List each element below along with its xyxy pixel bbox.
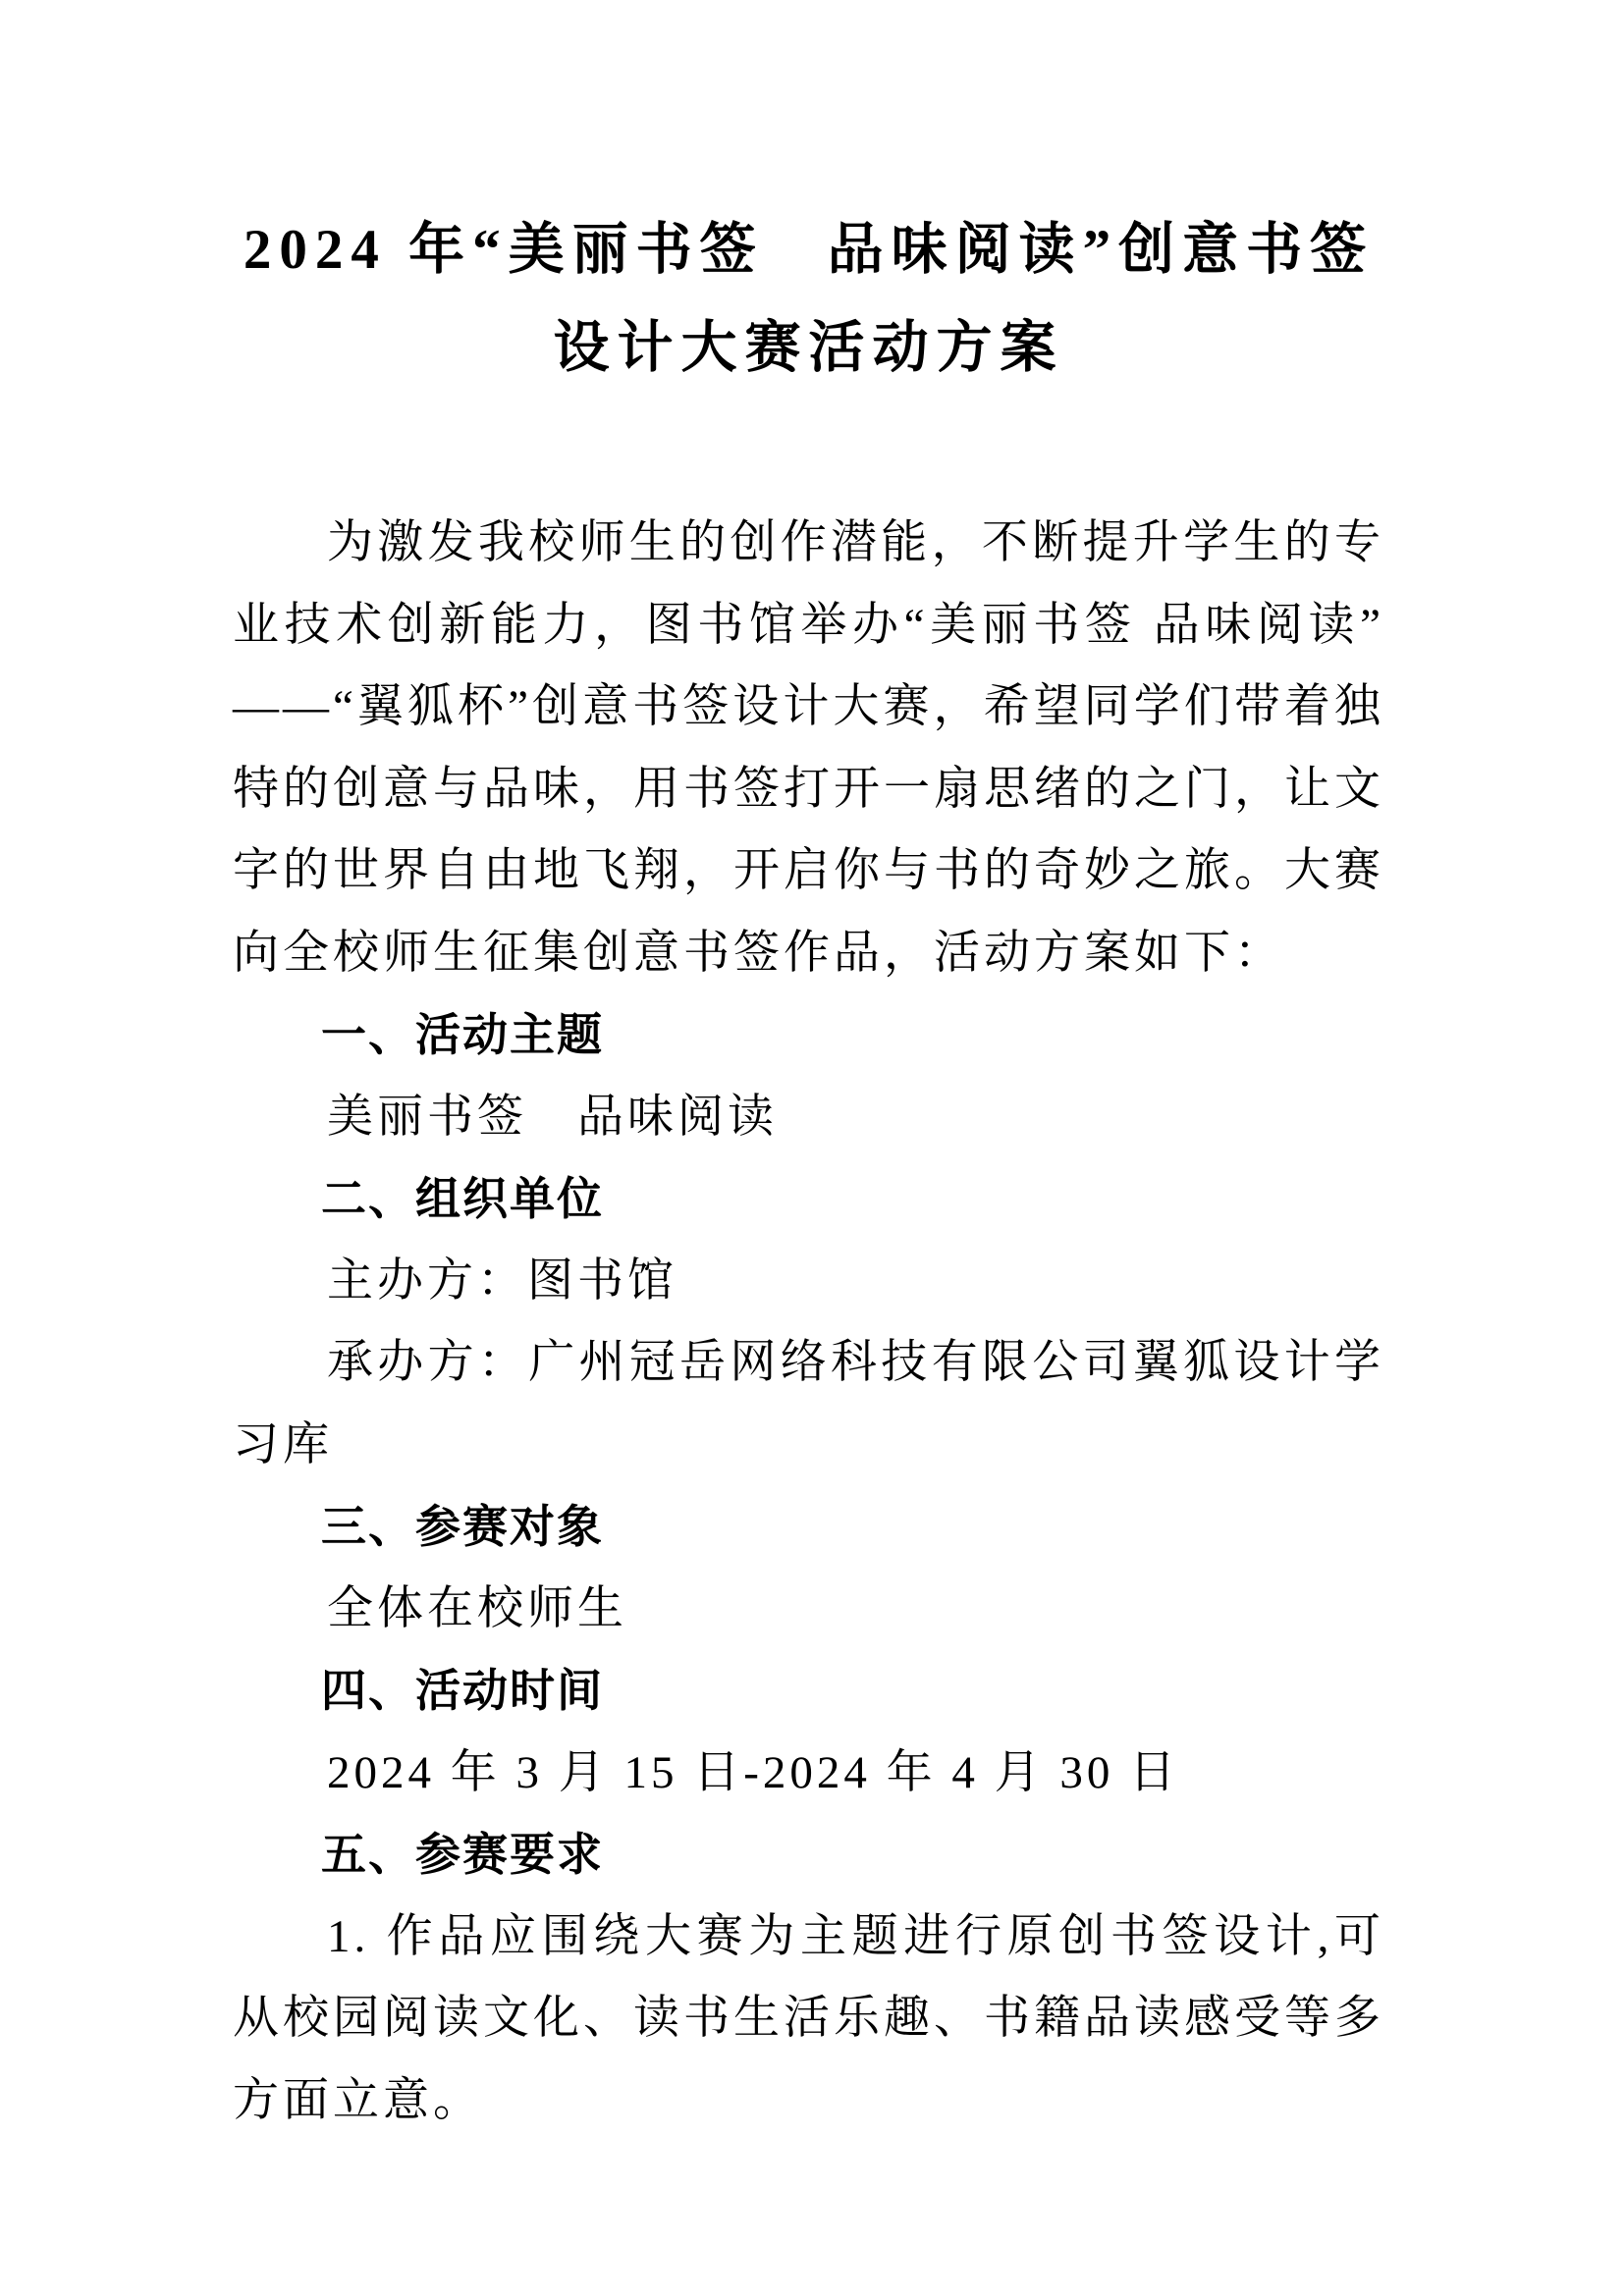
paragraph-intro: 为激发我校师生的创作潜能，不断提升学生的专业技术创新能力，图书馆举办“美丽书签 品味阅读”——“翼狐杯”创意书签设计大赛，希望同学们带着独特的创意与品味，用书签打开一扇思绪的之门，让文字的世界自由地飞翔，开启你与书的奇妙之旅。大赛向全校师生征集创意书签作品，活动方案如下：	[233, 517, 1384, 979]
paragraph-undertaker: 承办方：广州冠岳网络科技有限公司翼狐设计学习库	[233, 1337, 1384, 1470]
document-body	[233, 503, 1384, 2142]
title-line-1: 2024 年“美丽书签 品味阅读”创意书签	[243, 219, 1375, 281]
heading-participants: 三、参赛对象	[321, 1501, 604, 1552]
paragraph-host: 主办方：图书馆	[327, 1255, 677, 1307]
paragraph-schedule: 2024 年 3 月 15 日-2024 年 4 月 30 日	[327, 1746, 1180, 1798]
paragraph-theme: 美丽书签 品味阅读	[327, 1091, 778, 1143]
heading-activity-theme: 一、活动主题	[321, 1009, 604, 1060]
heading-schedule: 四、活动时间	[321, 1665, 604, 1716]
title-line-2: 设计大赛活动方案	[553, 317, 1064, 379]
heading-organizers: 二、组织单位	[321, 1173, 604, 1224]
paragraph-participants: 全体在校师生	[327, 1582, 627, 1634]
page-title	[233, 201, 1384, 398]
heading-requirements: 五、参赛要求	[321, 1829, 604, 1880]
paragraph-requirement-1: 1. 作品应围绕大赛为主题进行原创书签设计,可从校园阅读文化、读书生活乐趣、书籍品读感受等多方面立意。	[233, 1910, 1384, 2126]
